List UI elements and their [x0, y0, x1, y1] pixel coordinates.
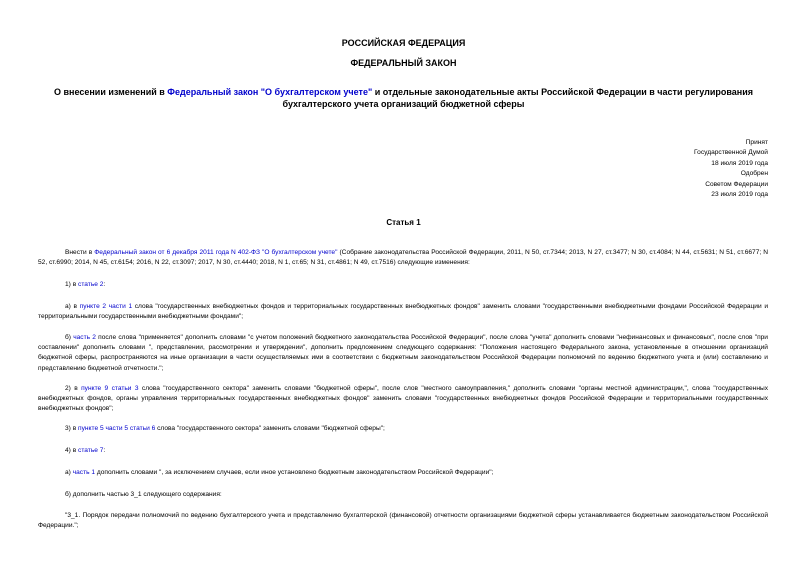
paragraph-intro: [38, 248, 768, 268]
country-title: РОССИЙСКАЯ ФЕДЕРАЦИЯ: [341, 38, 466, 48]
adoption-line: Советом Федерации: [705, 180, 768, 188]
article-title: Статья 1: [386, 218, 421, 227]
paragraph-text: слова "государственных внебюджетных фондов и территориальных государственных внебюджетных фондов" заменить словами "государственными внебюджетными фондами Российской Федерации и территориальными государственными внебюджетными фондами";: [38, 303, 768, 321]
paragraph-quoted-part-3-1: "3_1. Порядок передачи полномочий по ведению бухгалтерского учета и представлению бухгалтерской (финансовой) отчетности организациями бюджетной сферы устанавливается бюджетным законодательством Российской Федерации.";: [38, 512, 768, 530]
point-2-part-1-link[interactable]: пункте 2 части 1: [79, 303, 133, 310]
paragraph-text: слова "государственного сектора" заменить словами "бюджетной сферы";: [155, 425, 385, 432]
part-2-link[interactable]: часть 2: [73, 334, 96, 341]
law-402-link[interactable]: Федеральный закон от 6 декабря 2011 года N 402-ФЗ "О бухгалтерском учете": [94, 249, 338, 256]
paragraph-text: (Собрание законодательства Российской Федерации, 2011, N 50, ст.7344; 2013, N 27, ст.3477; N 30, ст.4084; N 44, ст.5631; N 51, ст.6677; N 52, ст.6990; 2014, N 45, ст.6154; 2016, N 22, ст.3097; 2017, N 30, ст.4440; 2018, N 1, ст.65; N 31, ст.4861; N 49, ст.7516) следующие изменения:: [38, 249, 769, 267]
article-2-link[interactable]: статье 2: [78, 281, 104, 288]
part-1-link[interactable]: часть 1: [72, 469, 96, 476]
point-9-article-3-link[interactable]: пункте 9 статьи 3: [81, 385, 139, 392]
adoption-line: 23 июля 2019 года: [711, 191, 768, 199]
paragraph-item-4: [38, 446, 768, 456]
adoption-block: [694, 138, 768, 200]
heading-prefix: О внесении изменений в: [54, 87, 168, 97]
law-heading: [40, 86, 767, 110]
paragraph-item-1: [38, 280, 768, 290]
paragraph-text: дополнить словами ", за исключением случаев, если иное установлено бюджетным законодательством Российской Федерации";: [95, 469, 494, 476]
adoption-line: Одобрен: [740, 170, 768, 178]
document-type-title: ФЕДЕРАЛЬНЫЙ ЗАКОН: [350, 58, 457, 68]
paragraph-item-1b: [38, 333, 768, 374]
adoption-line: 18 июля 2019 года: [711, 159, 768, 167]
paragraph-text: 4) в: [65, 447, 79, 454]
paragraph-text: а): [65, 469, 73, 476]
paragraph-item-4a: [38, 468, 768, 478]
paragraph-text: слова "государственного сектора" заменить словами "бюджетной сферы", после слов "местного самоуправления," дополнить словами "органы местной администрации,", слова "государственных внебюджетных фондов, органы управления территориальных государственных внебюджетных фондов" заменить словами "государственных внебюджетных фондов Российской Федерации и территориальными государственных внебюджетных фондов";: [38, 385, 768, 413]
paragraph-item-2: [38, 384, 768, 415]
paragraph-text: :: [103, 281, 106, 288]
paragraph-item-3: [38, 424, 768, 434]
paragraph-text: а) в: [65, 303, 80, 310]
adoption-line: Государственной Думой: [694, 149, 768, 157]
paragraph-text: после слова "применяется" дополнить словами "с учетом положений бюджетного законодательства Российской Федерации", после слова "учета" дополнить словами "нефинансовых и финансовых", после слов "при составлении" дополнить словами ", представлении, рассмотрении и утверждении", дополнить предложением следующего содержания: "Положения настоящего Федерального закона, установленные в отношении организаций бюджетной сферы, распространяются на иные организации в части осуществляемых ими в соответствии с бюджетным законодательством Российской Федерации полномочий по ведению бюджетного учета и (или) составлению и представлению бюджетной отчетности.";: [38, 334, 768, 372]
paragraph-text: 2) в: [65, 385, 82, 392]
paragraph-text: Внести в: [65, 249, 95, 256]
paragraph-text: 3) в: [65, 425, 79, 432]
heading-suffix: и отдельные законодательные акты Российской Федерации в части регулирования бухгалтерского учета организаций бюджетной сферы: [282, 87, 753, 109]
paragraph-text: :: [103, 447, 106, 454]
paragraph-text: 1) в: [65, 281, 79, 288]
article-7-link[interactable]: статье 7: [78, 447, 104, 454]
paragraph-text: б): [65, 334, 74, 341]
paragraph-item-4b: б) дополнить частью 3_1 следующего содержания:: [65, 491, 222, 498]
heading-law-link[interactable]: Федеральный закон "О бухгалтерском учете": [167, 87, 373, 97]
paragraph-item-1a: [38, 302, 768, 322]
adoption-line: Принят: [745, 139, 768, 146]
point-5-part-5-article-6-link[interactable]: пункте 5 части 5 статьи 6: [78, 425, 156, 432]
